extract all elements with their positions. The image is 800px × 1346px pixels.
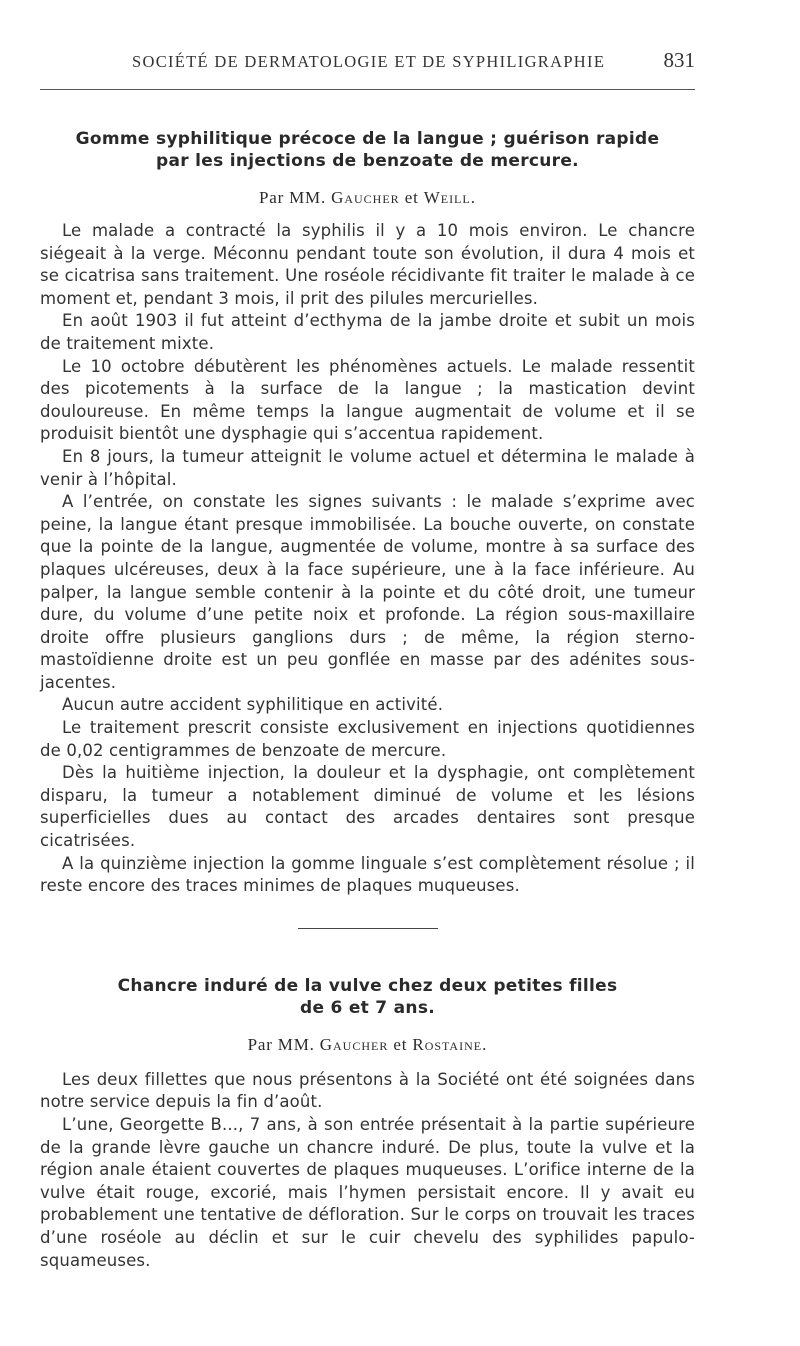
article-title <box>40 975 695 1019</box>
article-title-line-2: de 6 et 7 ans. <box>299 997 436 1018</box>
article-gomme-syphilitique <box>40 128 695 898</box>
paragraph: A la quinzième injection la gomme linguale s’est complètement résolue ; il reste encore des traces minimes de plaques muqueuses. <box>40 853 695 896</box>
author-name: Weill. <box>423 188 476 207</box>
section-separator <box>298 928 438 929</box>
author-name: Gaucher <box>319 1034 389 1054</box>
paragraph: Dès la huitième injection, la douleur et la dysphagie, ont complètement disparu, la tumeur a notablement diminué de volume et les lésions superficielles dues au contact des arcades dentaires sont presque cicatrisées. <box>40 763 695 851</box>
article-byline <box>40 188 695 208</box>
header-rule <box>40 89 695 90</box>
author-name: Gaucher <box>331 188 400 207</box>
article-title-line-1: Gomme syphilitique précoce de la langue ; guérison rapide <box>75 129 660 149</box>
author-name: Rostaine. <box>412 1034 488 1054</box>
byline-prefix: Par MM. <box>259 188 326 207</box>
paragraph: Le traitement prescrit consiste exclusivement en injections quotidiennes de 0,02 centigrammes de benzoate de mercure. <box>40 718 695 760</box>
paragraph: Le 10 octobre débutèrent les phénomènes actuels. Le malade ressentit des picotements à la surface de la langue ; la mastication devint douloureuse. En même temps la langue augmentait de volume et il se produisit bientôt une dysphagie qui s’accentua rapidement. <box>40 356 695 444</box>
article-chancre-indure <box>40 975 695 1272</box>
byline-join: et <box>393 1034 408 1054</box>
page-number: 831 <box>663 48 695 72</box>
paragraph: En 8 jours, la tumeur atteignit le volume actuel et détermina le malade à venir à l’hôpital. <box>40 446 695 489</box>
article-title-line-2: par les injections de benzoate de mercure. <box>156 151 579 171</box>
byline-join: et <box>404 188 419 207</box>
paragraph: Les deux fillettes que nous présentons à la Société ont été soignées dans notre service depuis la fin d’août. <box>40 1069 695 1112</box>
paragraph: L’une, Georgette B..., 7 ans, à son entrée présentait à la partie supérieure de la grande lèvre gauche un chancre induré. De plus, toute la vulve et la région anale étaient couvertes de plaques muqueuses. L’orifice interne de la vulve était rouge, excorié, mais l’hymen persistait encore. Il y avait eu probablement une tentative de défloration. Sur le corps on trouvait les traces d’une roséole au déclin et sur le cuir chevelu des syphilides papulo-squameuses. <box>40 1115 695 1270</box>
running-title: SOCIÉTÉ DE DERMATOLOGIE ET DE SYPHILIGRAPHIE <box>132 52 606 71</box>
paragraph: Aucun autre accident syphilitique en activité. <box>62 695 444 715</box>
paragraph: En août 1903 il fut atteint d’ecthyma de la jambe droite et subit un mois de traitement mixte. <box>40 311 695 353</box>
byline-prefix: Par MM. <box>247 1034 315 1054</box>
running-header <box>40 0 695 92</box>
article-title-line-1: Chancre induré de la vulve chez deux petites filles <box>117 975 618 996</box>
paragraph: A l’entrée, on constate les signes suivants : le malade s’exprime avec peine, la langue étant presque immobilisée. La bouche ouverte, on constate que la pointe de la langue, augmentée de volume, montre à sa surface des plaques ulcéreuses, deux à la face supérieure, une à la face inférieure. Au palper, la langue semble contenir à la pointe et du côté droit, une tumeur dure, du volume d’une petite noix et profonde. La région sous-maxillaire droite offre plusieurs ganglions durs ; de même, la région sterno-mastoïdienne droite est un peu gonflée en masse par des adénites sous-jacentes. <box>40 492 695 692</box>
document-page <box>40 0 695 1272</box>
article-title <box>40 128 695 172</box>
article-byline <box>40 1035 695 1055</box>
paragraph: Le malade a contracté la syphilis il y a 10 mois environ. Le chancre siégeait à la verge. Méconnu pendant toute son évolution, il dura 4 mois et se cicatrisa sans traitement. Une roséole récidivante fit traiter le malade à ce moment et, pendant 3 mois, il prit des pilules mercurielles. <box>40 221 695 308</box>
